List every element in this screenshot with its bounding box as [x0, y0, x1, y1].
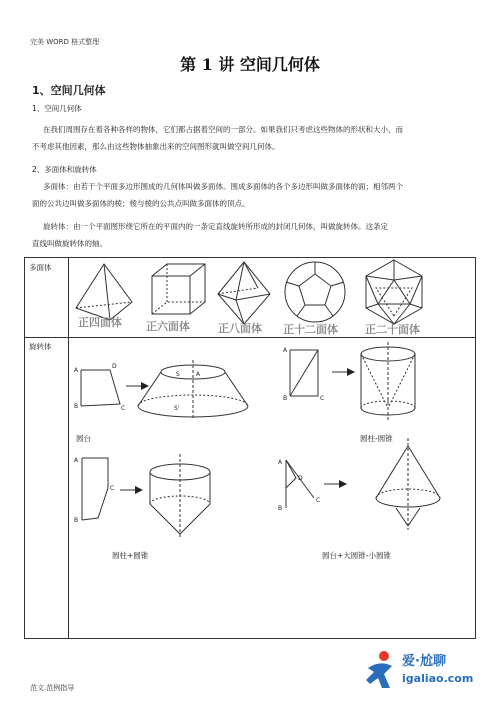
cylinder-plus-cone-profile: [82, 458, 108, 520]
paragraph-3: [32, 218, 472, 252]
paragraph-3-line-2: 直线叫做旋转体的轴。: [32, 239, 107, 248]
runner-icon: [362, 648, 396, 694]
revolution-drawings: [68, 338, 476, 638]
point-a-1: A: [74, 367, 79, 374]
subheading-2: 2、多面体和旋转体: [32, 165, 97, 174]
cylinder-plus-cone-figure: [150, 454, 210, 538]
paragraph-1-line-1: 在我们周围存在着各种各样的物体，它们都占据着空间的一部分。如果我们只考虑这些物体的形状和大小，而: [43, 125, 403, 134]
point-b-1: B: [74, 403, 79, 410]
point-c-2: C: [320, 395, 325, 402]
section-heading: 1、空间几何体: [32, 84, 106, 97]
row-label-solids-of-revolution: 旋转体: [29, 342, 52, 351]
point-d-1: D: [112, 363, 117, 370]
point-c-3: C: [110, 485, 115, 492]
frustum-profile: [81, 370, 120, 406]
point-a-2: A: [283, 347, 288, 354]
table-col-divider: [68, 257, 69, 337]
label-cube: 正六面体: [146, 320, 190, 333]
point-a-4: A: [278, 459, 283, 466]
point-d-4: D: [298, 475, 303, 482]
caption-cylinder-plus-cone: 圆柱+圆锥: [112, 551, 149, 560]
cube-figure: [152, 264, 205, 314]
point-b-3: B: [74, 517, 79, 524]
label-octahedron: 正八面体: [218, 322, 262, 335]
paragraph-2-line-2: 面的公共边叫做多面体的棱；棱与棱的公共点叫做多面体的顶点。: [32, 199, 250, 208]
compound-cone-figure: [376, 438, 440, 530]
paragraph-2-line-1: 多面体：由若干个平面多边形围成的几何体叫做多面体。围成多面体的各个多边形叫做多面体的面；相邻两个: [43, 182, 403, 191]
logo-url: igaliao.com: [402, 672, 474, 685]
label-tetrahedron: 正四面体: [78, 316, 122, 329]
point-c-1: C: [121, 405, 126, 412]
caption-compound-cone: 圆台+大圆锥-小圆锥: [322, 551, 391, 560]
point-c-4: C: [316, 497, 321, 504]
row-label-polyhedra: 多面体: [29, 263, 52, 272]
header-note: 完美 WORD 格式整理: [30, 38, 100, 46]
footer-note: 范文.范例指导: [30, 684, 75, 692]
point-b-4: B: [278, 505, 283, 512]
caption-cylinder-minus-cone: 圆柱-圆锥: [360, 434, 393, 443]
point-s2-1: S': [174, 405, 180, 412]
page-title: 第 1 讲 空间几何体: [180, 55, 320, 74]
frustum-figure: [138, 360, 248, 418]
paragraph-1-line-2: 不考虑其他因素，那么由这些物体抽象出来的空间图形就叫做空间几何体。: [32, 142, 280, 151]
cylinder-cone-figure: [361, 342, 415, 420]
point-b-2: B: [283, 395, 288, 402]
compound-cone-profile: [286, 460, 314, 508]
site-logo: [362, 642, 492, 702]
logo-brand: 爱·尬聊: [402, 654, 446, 669]
point-s-1: S: [176, 371, 180, 378]
subheading-1: 1、空间几何体: [32, 104, 82, 113]
paragraph-2: [32, 178, 472, 212]
icosahedron-figure: [366, 260, 422, 324]
dodecahedron-figure: [285, 262, 345, 322]
point-a-fig-1: A: [196, 371, 201, 378]
octahedron-figure: [218, 262, 270, 324]
label-dodecahedron: 正十二面体: [283, 323, 338, 336]
paragraph-3-line-1: 旋转体：由一个平面图形绕它所在的平面内的一条定直线旋转所形成的封闭几何体，叫做旋转体。这条定: [43, 222, 388, 231]
paragraph-1: [32, 121, 472, 155]
cylinder-cone-profile: [290, 350, 318, 396]
label-icosahedron: 正二十面体: [365, 323, 420, 336]
caption-frustum: 圆台: [76, 434, 91, 443]
tetrahedron-figure: [76, 264, 132, 320]
point-a-3: A: [74, 457, 79, 464]
